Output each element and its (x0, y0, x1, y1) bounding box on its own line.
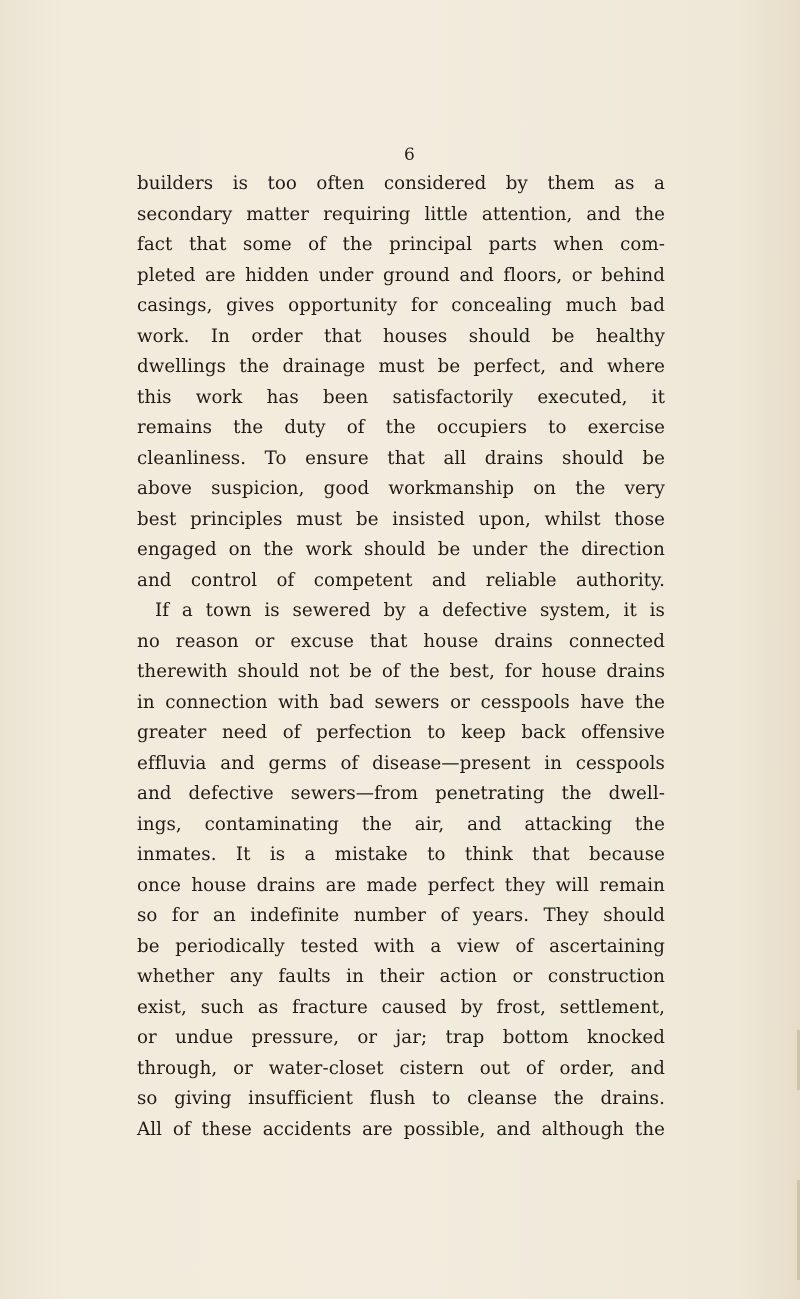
text-line: or undue pressure, or jar; trap bottom knocked (137, 1027, 665, 1048)
text-line: be periodically tested with a view of ascertaining (137, 935, 665, 957)
text-line: dwellings the drainage must be perfect, and where (137, 356, 665, 377)
text-line: in connection with bad sewers or cesspools have the (137, 691, 665, 713)
text-line: greater need of perfection to keep back offensive (137, 722, 665, 743)
text-line: above suspicion, good workmanship on the very (137, 478, 665, 499)
text-line: and control of competent and reliable authority. (137, 569, 665, 591)
text-line: casings, gives opportunity for concealing much bad (137, 295, 665, 316)
text-line: ings, contaminating the air, and attacking the (137, 813, 665, 835)
text-line: builders is too often considered by them as a (137, 173, 665, 194)
text-line: inmates. It is a mistake to think that because (137, 844, 665, 865)
text-line: fact that some of the principal parts when com- (137, 234, 665, 255)
text-line: so giving insufficient flush to cleanse the drains. (137, 1088, 665, 1109)
text-line: this work has been satisfactorily executed, it (137, 386, 665, 408)
text-line: and defective sewers—from penetrating the dwell- (137, 783, 665, 804)
text-line: so for an indefinite number of years. They should (137, 905, 665, 926)
text-line: engaged on the work should be under the direction (137, 539, 665, 560)
text-line: work. In order that houses should be healthy (137, 325, 665, 347)
text-line: no reason or excuse that house drains connected (137, 630, 665, 652)
body-text (137, 169, 665, 1145)
text-line: cleanliness. To ensure that all drains should be (137, 447, 665, 469)
text-line: effluvia and germs of disease—present in cesspools (137, 752, 665, 774)
text-line: remains the duty of the occupiers to exercise (137, 417, 665, 438)
text-line: pleted are hidden under ground and floors, or behind (137, 264, 665, 286)
text-line: secondary matter requiring little attention, and the (137, 203, 665, 225)
text-line: exist, such as fracture caused by frost, settlement, (137, 996, 665, 1018)
page-number: 6 (404, 145, 415, 165)
paragraph-start-line: If a town is sewered by a defective system, it is (155, 600, 665, 621)
text-line: through, or water-closet cistern out of order, and (137, 1057, 665, 1079)
text-line: therewith should not be of the best, for house drains (137, 661, 665, 682)
text-line: All of these accidents are possible, and although the (137, 1118, 665, 1140)
text-line: best principles must be insisted upon, whilst those (137, 508, 665, 530)
text-line: whether any faults in their action or construction (137, 966, 665, 987)
text-line: once house drains are made perfect they will remain (137, 874, 665, 896)
